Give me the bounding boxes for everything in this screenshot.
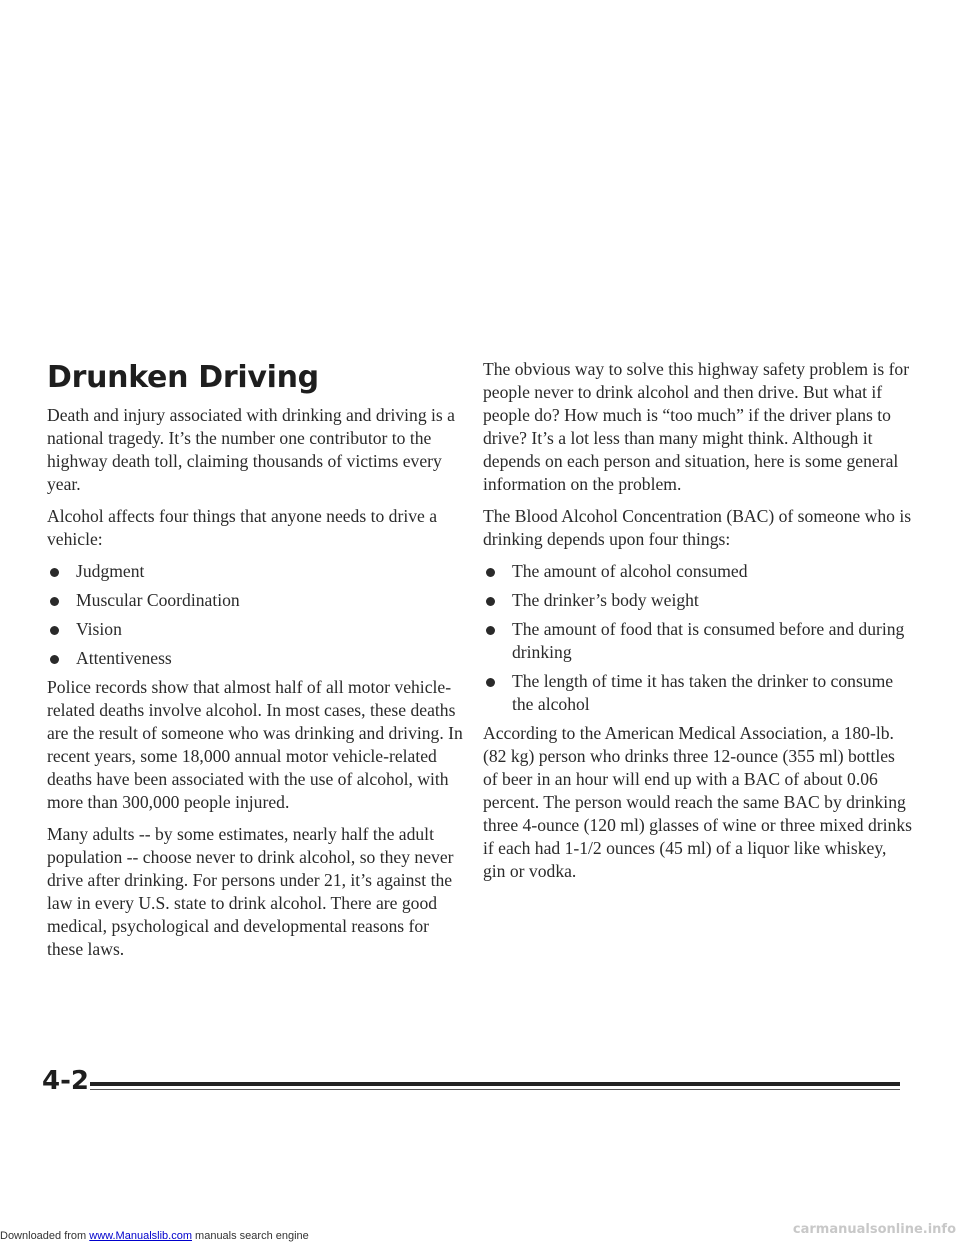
manualslib-link[interactable]: www.Manualslib.com (89, 1230, 192, 1242)
footer-rule-thin (90, 1089, 900, 1090)
footer-rule (90, 1082, 900, 1086)
list-item: Vision (47, 618, 465, 641)
adults-paragraph: Many adults -- by some estimates, nearly half the adult population -- choose never to drink alcohol, so they never drive after drinking. For persons under 21, it’s against the law in every U.S. state to drink alcohol. There are good medical, psychological and developmental reasons for these laws. (47, 824, 454, 959)
bac-list (483, 560, 913, 716)
bullet-icon (50, 655, 59, 664)
affects-list (47, 560, 465, 670)
watermark-text: carmanualsonline.info (792, 1222, 956, 1237)
intro-paragraph: Death and injury associated with drinking and driving is a national tragedy. It’s the number one contributor to the highway death toll, claiming thousands of victims every year. (47, 405, 455, 494)
list-item: Muscular Coordination (47, 589, 465, 612)
list-item: The length of time it has taken the drinker to consume the alcohol (483, 670, 913, 716)
bullet-icon (486, 568, 495, 577)
ama-paragraph: According to the American Medical Association, a 180-lb. (82 kg) person who drinks three 12-ounce (355 ml) bottles of beer in an hour will end up with a BAC of about 0.06 percent. The person would reach the same BAC by drinking three 4-ounce (120 ml) glasses of wine or three mixed drinks if each had 1-1/2 ounces (45 ml) of a liquor like whiskey, gin or vodka. (483, 723, 912, 881)
bullet-icon (50, 626, 59, 635)
list-item: Attentiveness (47, 647, 465, 670)
left-column (47, 360, 465, 970)
download-credit: Downloaded from www.Manualslib.com manuals search engine (0, 1230, 309, 1242)
affects-paragraph: Alcohol affects four things that anyone needs to drive a vehicle: (47, 506, 438, 549)
bullet-icon (50, 568, 59, 577)
section-title: Drunken Driving (47, 360, 319, 395)
list-item: The amount of food that is consumed before and during drinking (483, 618, 913, 664)
bac-paragraph: The Blood Alcohol Concentration (BAC) of someone who is drinking depends upon four things: (483, 506, 912, 549)
list-item: Judgment (47, 560, 465, 583)
bullet-icon (486, 597, 495, 606)
list-item: The drinker’s body weight (483, 589, 913, 612)
right-column (483, 358, 913, 892)
bullet-icon (486, 626, 495, 635)
page-number: 4-2 (42, 1066, 89, 1096)
police-records-paragraph: Police records show that almost half of all motor vehicle-related deaths involve alcohol. In most cases, these deaths are the result of someone who was drinking and driving. In recent years, some 18,000 annual motor vehicle-related deaths have been associated with the use of alcohol, with more than 300,000 people injured. (47, 677, 463, 812)
solution-paragraph: The obvious way to solve this highway safety problem is for people never to drink alcohol and then drive. But what if people do? How much is “too much” if the driver plans to drive? It’s a lot less than many might think. Although it depends on each person and situation, here is some general information on the problem. (483, 359, 910, 494)
bullet-icon (486, 678, 495, 687)
list-item: The amount of alcohol consumed (483, 560, 913, 583)
bullet-icon (50, 597, 59, 606)
